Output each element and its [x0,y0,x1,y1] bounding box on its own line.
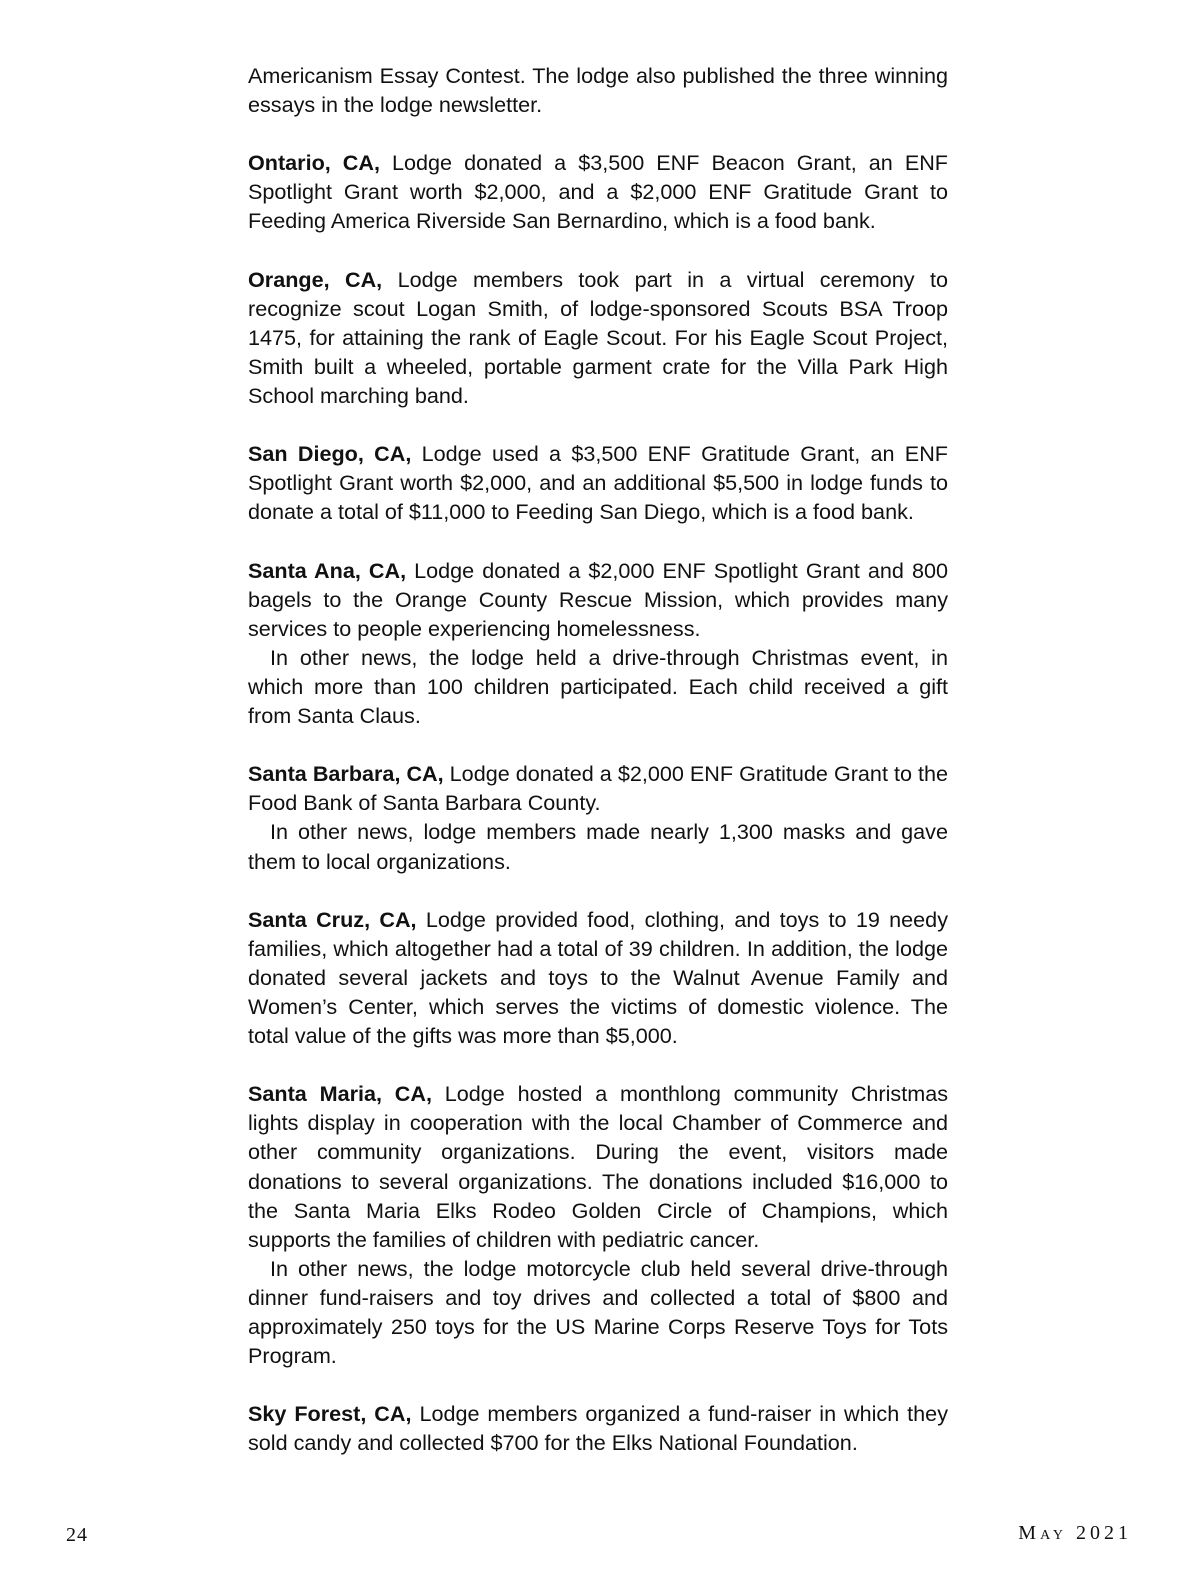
lodge-entry-ontario [248,148,948,235]
lodge-more-text: In other news, the lodge motorcycle club held several drive-through dinner fund-raisers and toy drives and collected a total of $800 and approximately 250 toys for the US Marine Corps Reserve Toys for Tots Program. [248,1255,948,1369]
lodge-name: San Diego, CA, [248,441,412,467]
lodge-name: Orange, CA, [248,266,383,292]
lodge-entry-sky-forest [248,1399,948,1457]
lodge-text: Lodge donated a $2,000 ENF Spotlight Grant and 800 bagels to the Orange County Rescue Mission, which provides many services to people experiencing homelessness. [248,557,948,641]
lodge-entry-santa-ana [248,556,948,731]
lodge-text: Lodge used a $3,500 ENF Gratitude Grant, an ENF Spotlight Grant worth $2,000, and an additional $5,500 in lodge funds to donate a total of $11,000 to Feeding San Diego, which is a food bank. [248,441,948,525]
lodge-name: Santa Barbara, CA, [248,761,444,787]
lodge-entry-santa-barbara [248,759,948,875]
lodge-entry-orange [248,265,948,410]
lodge-text: Lodge hosted a monthlong community Christmas lights display in cooperation with the local Chamber of Commerce and other community organizations. During the event, visitors made donations to several organizations. The donations included $16,000 to the Santa Maria Elks Rodeo Golden Circle of Champions, which supports the families of children with pediatric cancer. [248,1081,949,1252]
lodge-text: Lodge members took part in a virtual ceremony to recognize scout Logan Smith, of lodge-sponsored Scouts BSA Troop 1475, for attaining the rank of Eagle Scout. For his Eagle Scout Project, Smith built a wheeled, portable garment crate for the Villa Park High School marching band. [248,266,948,409]
page-number: 24 [66,1524,88,1546]
article-column [248,61,948,1487]
lodge-text: Lodge donated a $2,000 ENF Gratitude Grant to the Food Bank of Santa Barbara County. [248,761,949,816]
lodge-entry-santa-maria [248,1079,948,1370]
lodge-text: Lodge donated a $3,500 ENF Beacon Grant, an ENF Spotlight Grant worth $2,000, and a $2,000 ENF Gratitude Grant to Feeding America Riverside San Bernardino, which is a food bank. [248,150,949,234]
lodge-name: Santa Ana, CA, [248,557,407,583]
lodge-text: Lodge provided food, clothing, and toys to 19 needy families, which altogether had a total of 39 children. In addition, the lodge donated several jackets and toys to the Walnut Avenue Family and Women’s Center, which serves the victims of domestic violence. The total value of the gifts was more than $5,000. [248,906,948,1049]
issue-date: May 2021 [1018,1522,1132,1544]
lodge-more-text: In other news, lodge members made nearly 1,300 masks and gave them to local organizations. [248,819,948,874]
lodge-more-text: In other news, the lodge held a drive-through Christmas event, in which more than 100 children participated. Each child received a gift from Santa Claus. [248,644,948,729]
lodge-entry-santa-cruz [248,905,948,1050]
intro-paragraph [248,61,948,119]
lodge-name: Santa Maria, CA, [248,1081,432,1107]
lodge-name: Santa Cruz, CA, [248,906,417,932]
lodge-entry-san-diego [248,439,948,526]
intro-text: Americanism Essay Contest. The lodge also published the three winning essays in the lodge newsletter. [248,63,948,118]
lodge-name: Sky Forest, CA, [248,1401,412,1427]
lodge-text: Lodge members organized a fund-raiser in which they sold candy and collected $700 for the Elks National Foundation. [248,1401,948,1456]
lodge-name: Ontario, CA, [248,150,380,176]
